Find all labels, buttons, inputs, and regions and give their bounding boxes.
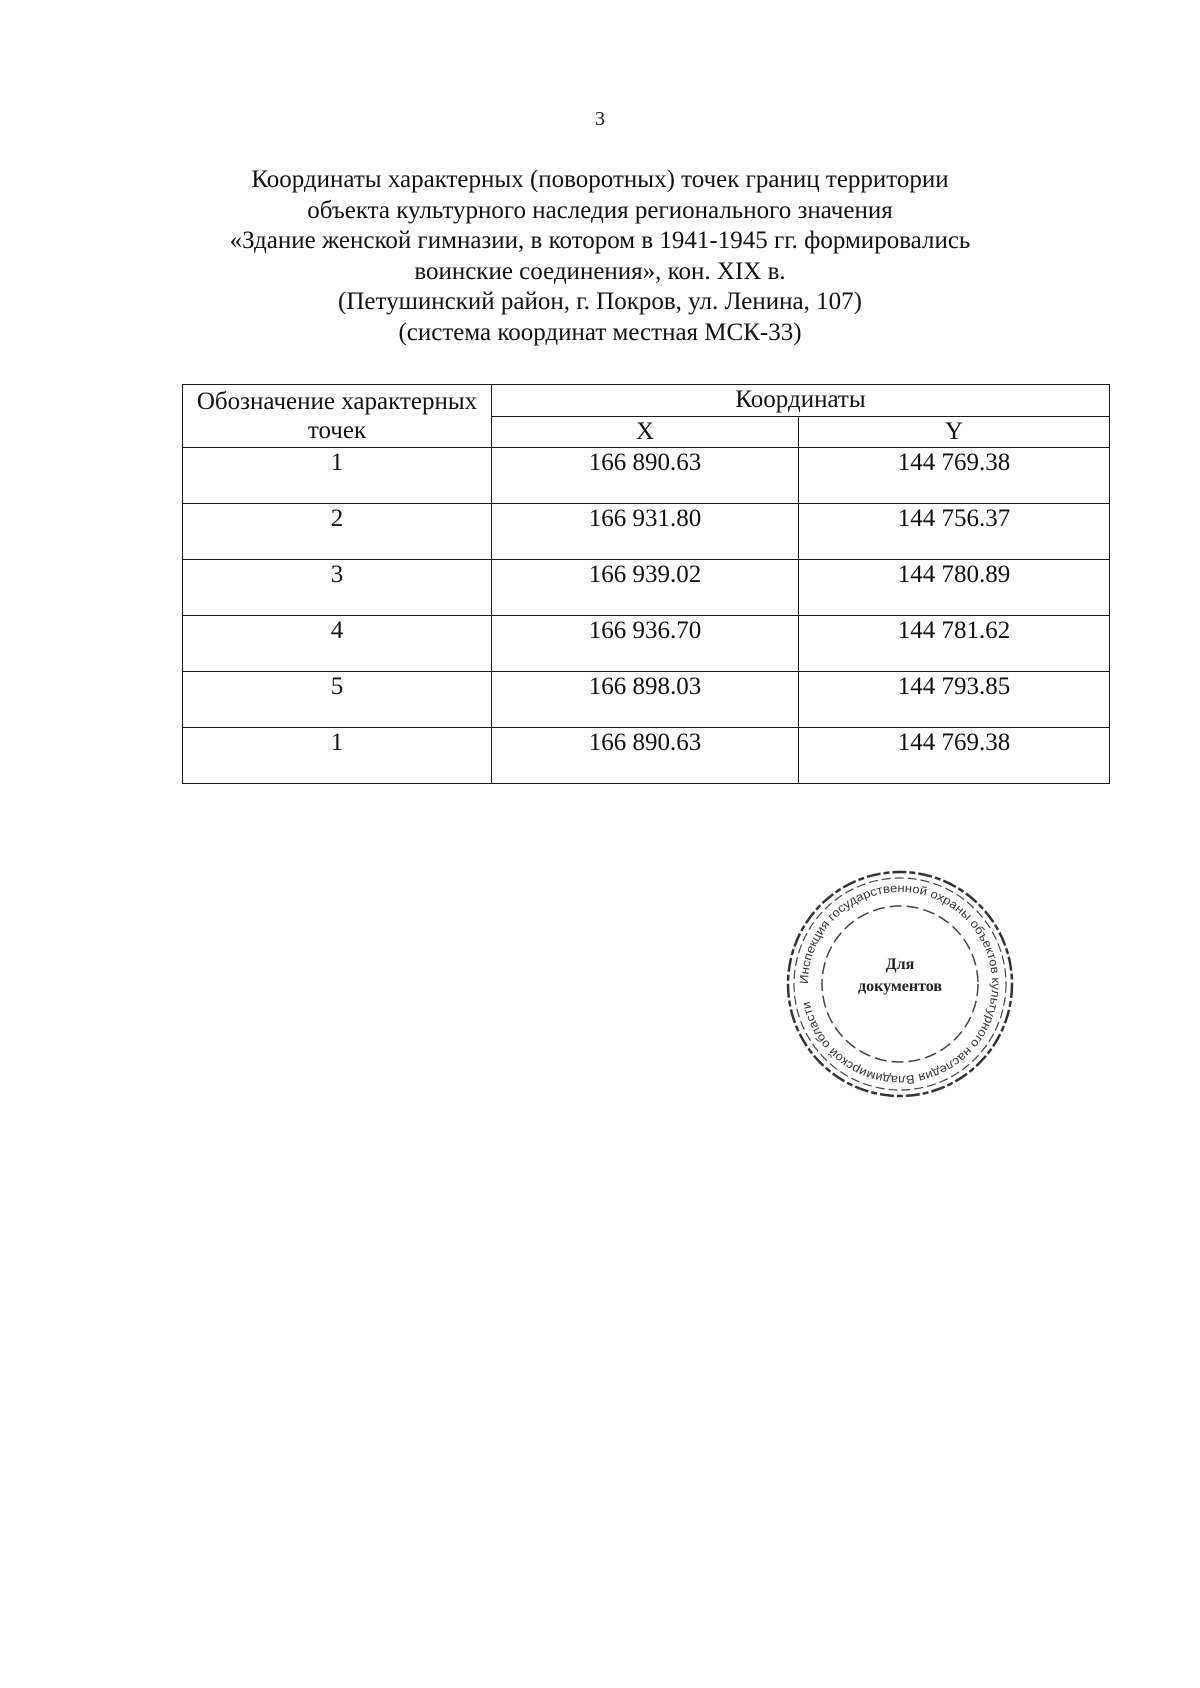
cell-y: 144 769.38 [799, 448, 1110, 504]
stamp-center-line: Для [885, 956, 915, 973]
title-line: (Петушинский район, г. Покров, ул. Ленина, 107) [338, 288, 862, 315]
cell-y: 144 793.85 [799, 672, 1110, 728]
table-row [183, 728, 1110, 784]
official-stamp [784, 868, 1016, 1100]
header-x: X [492, 416, 799, 448]
cell-x: 166 931.80 [492, 504, 799, 560]
coordinates-table [182, 384, 1110, 784]
cell-x: 166 890.63 [492, 448, 799, 504]
table-row [183, 448, 1110, 504]
title-line: Координаты характерных (поворотных) точек границ территории [251, 166, 949, 193]
table-row [183, 560, 1110, 616]
stamp-ring-text: Инспекция государственной охраны объектов культурного наследия Владимирской области [796, 880, 1004, 1088]
cell-x: 166 939.02 [492, 560, 799, 616]
table-row [183, 616, 1110, 672]
cell-point: 5 [183, 672, 492, 728]
cell-x: 166 936.70 [492, 616, 799, 672]
cell-point: 4 [183, 616, 492, 672]
stamp-center-line: документов [858, 978, 942, 995]
title-line: объекта культурного наследия регионального значения [307, 196, 893, 224]
title-line: воинские соединения», кон. XIX в. [414, 257, 786, 285]
document-title [100, 165, 1100, 348]
cell-y: 144 780.89 [799, 560, 1110, 616]
header-point-designation: Обозначение характерных точек [183, 385, 492, 448]
cell-point: 1 [183, 448, 492, 504]
title-line: (система координат местная МСК-33) [398, 318, 802, 346]
cell-y: 144 769.38 [799, 728, 1110, 784]
header-y: Y [799, 416, 1110, 448]
cell-y: 144 781.62 [799, 616, 1110, 672]
cell-point: 1 [183, 728, 492, 784]
header-coordinates: Координаты [492, 385, 1110, 417]
title-line: «Здание женской гимназии, в котором в 1941-1945 гг. формировались [229, 227, 971, 254]
cell-point: 3 [183, 560, 492, 616]
cell-point: 2 [183, 504, 492, 560]
page-number: 3 [595, 108, 605, 130]
table-row [183, 504, 1110, 560]
table-row [183, 672, 1110, 728]
cell-x: 166 898.03 [492, 672, 799, 728]
stamp-center-text [844, 954, 956, 998]
cell-x: 166 890.63 [492, 728, 799, 784]
cell-y: 144 756.37 [799, 504, 1110, 560]
